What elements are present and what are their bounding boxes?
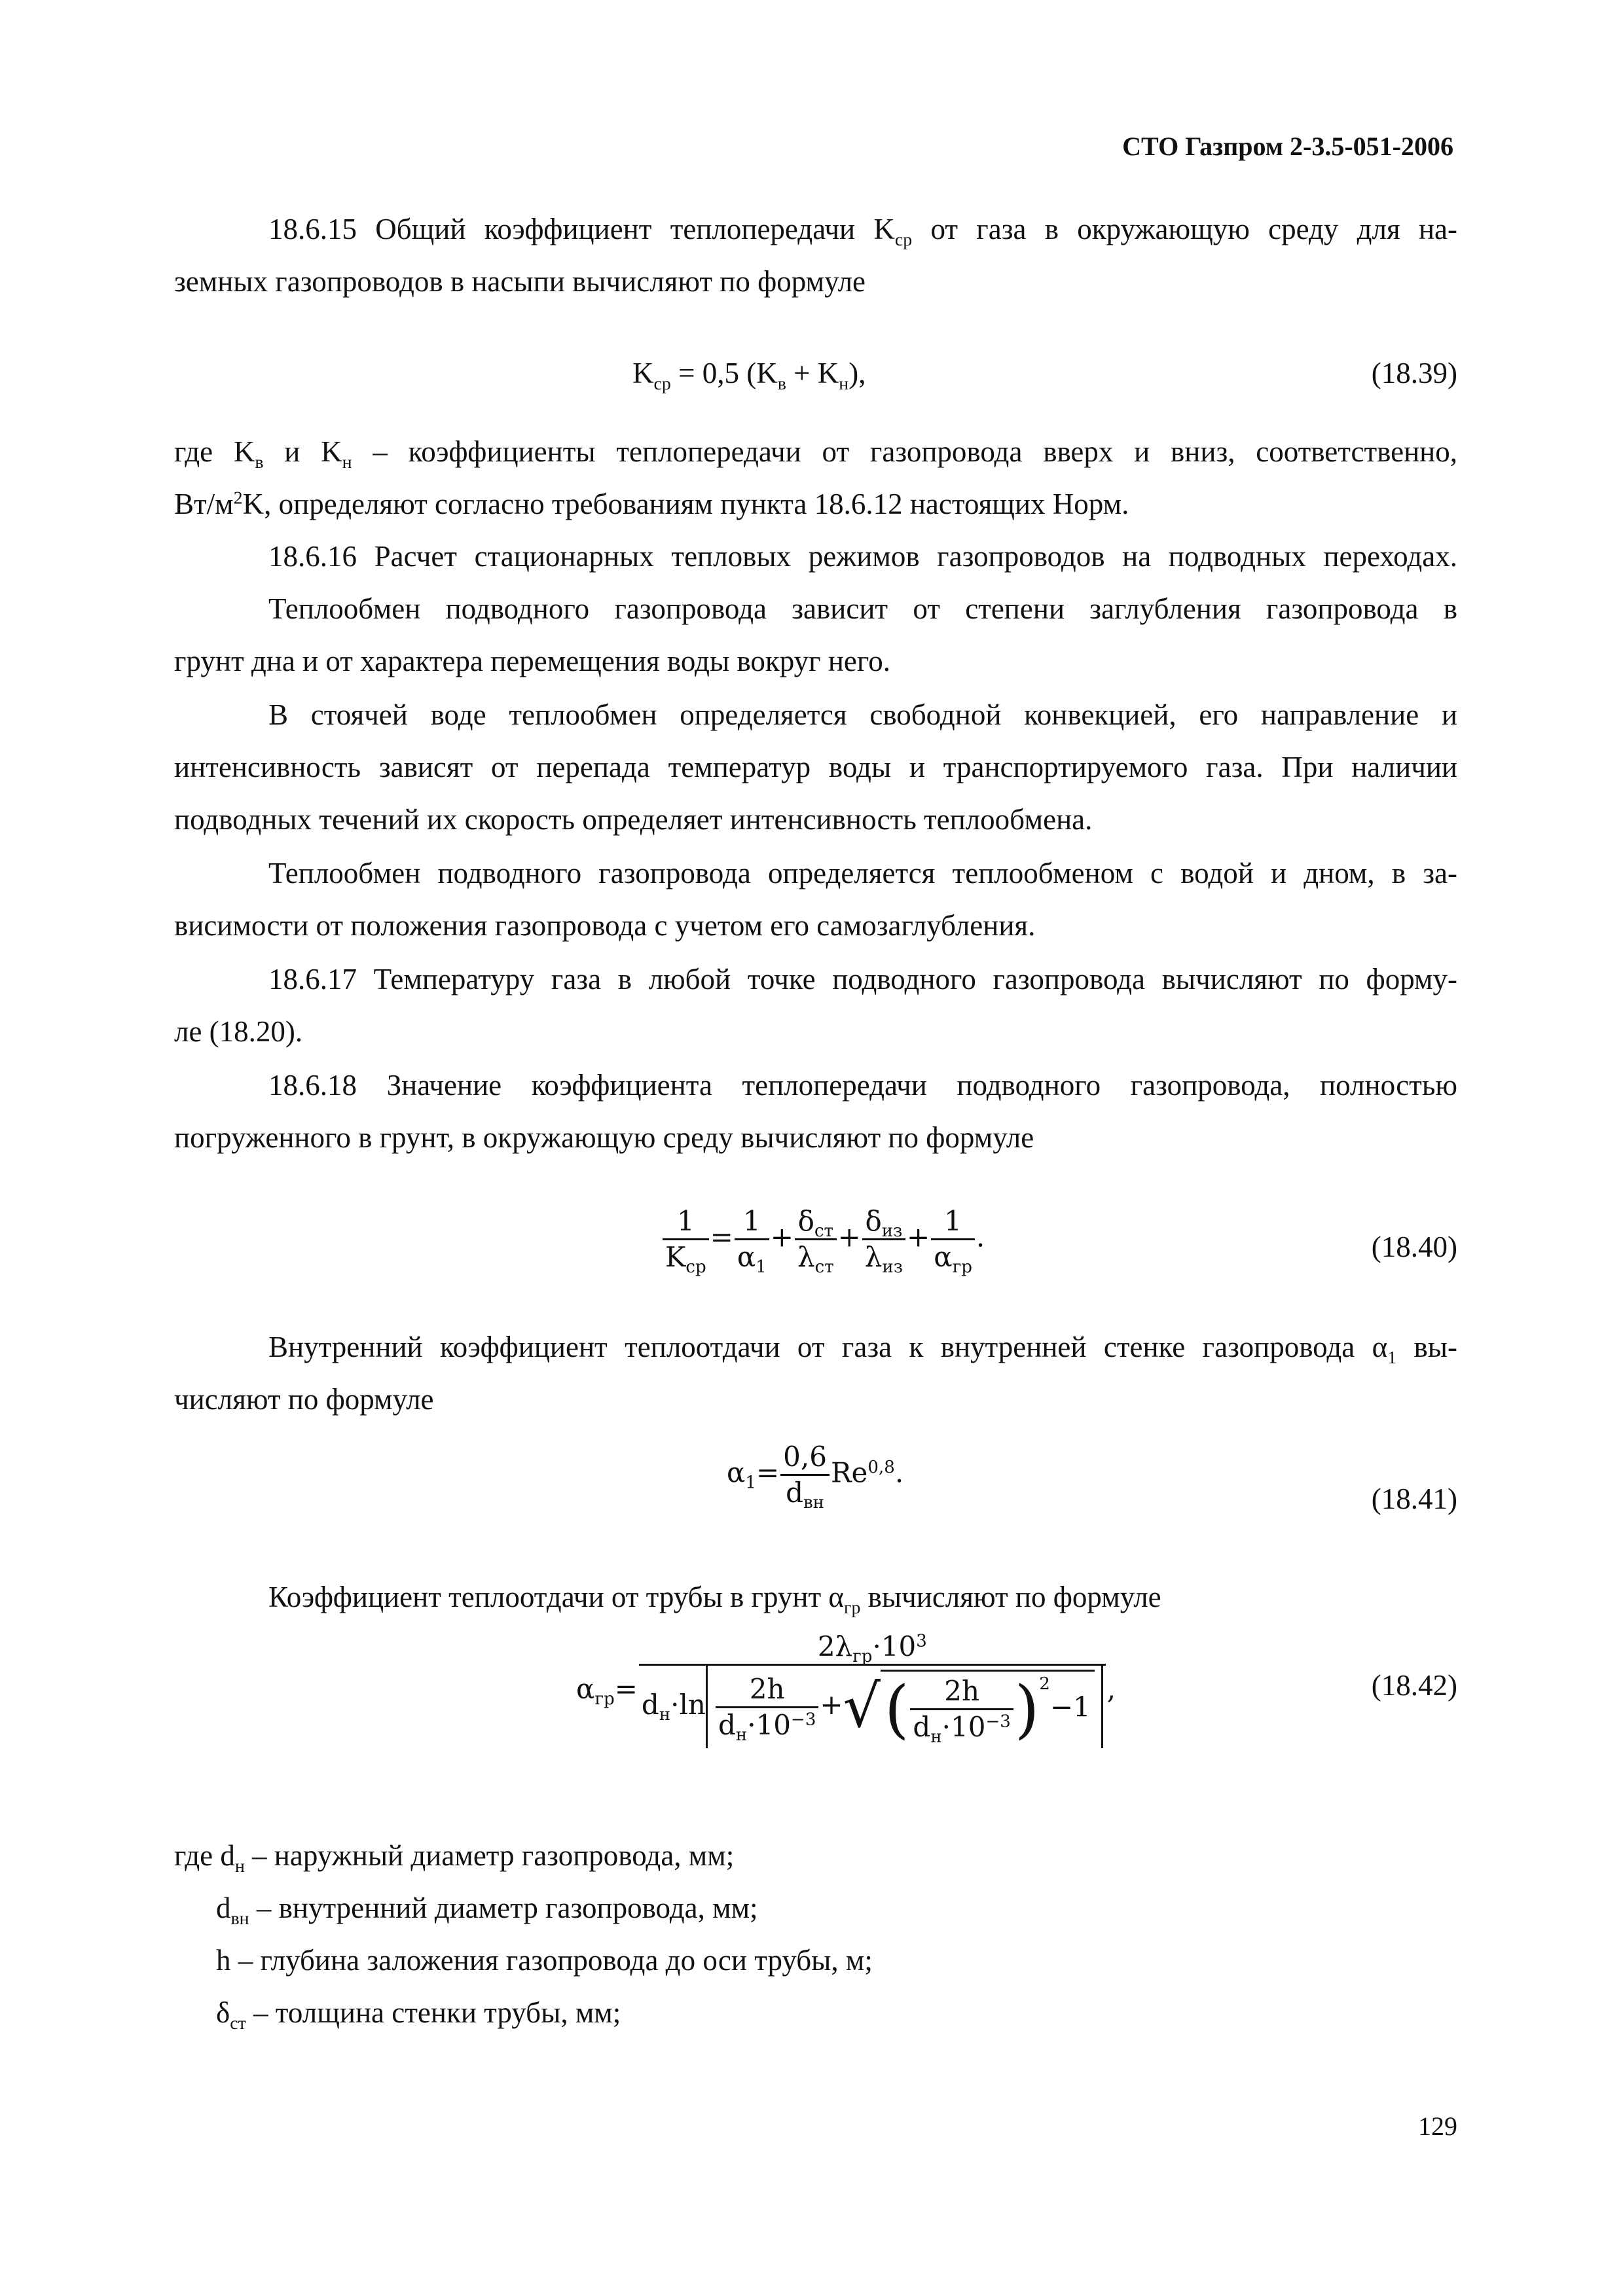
fraction-1-over-alpha-gr: $\frac{1}{\alpha_{гр}}$: [931, 1204, 975, 1274]
equation-number-18-41: (18.41): [1371, 1482, 1457, 1515]
definition-dvn: $d_{вн}$ – внутренний диаметр газопровода, мм;: [216, 1892, 758, 1929]
paragraph-heat-exchange-line-1: Теплообмен подводного газопровода зависит от степени заглубления газопровода в: [268, 592, 1457, 625]
paragraph-18-6-18-line-2: погруженного в грунт, в окружающую среду вычисляют по формуле: [174, 1121, 1034, 1154]
definition-dn: где $d_н$ – наружный диаметр газопровода, мм;: [174, 1839, 735, 1876]
fraction-2h-over-dn: $\frac{2h}{d_н\cdot 10^{-3}}$: [716, 1672, 818, 1742]
equation-number-18-39: (18.39): [1371, 357, 1457, 389]
fraction-delta-iz-over-lambda-iz: $\frac{\delta_{из}}{\lambda_{из}}$: [862, 1204, 905, 1274]
paragraph-inner-coefficient-line-1: Внутренний коэффициент теплоотдачи от газа к внутренней стенке газопровода $\alpha_1$ вы-: [268, 1331, 1458, 1368]
paragraph-18-6-15-line-2: земных газопроводов в насыпи вычисляют по формуле: [174, 265, 866, 298]
paragraph-ground-coefficient: Коэффициент теплоотдачи от трубы в грунт $\alpha_{гр}$ вычисляют по формуле: [268, 1581, 1161, 1618]
paragraph-inner-coefficient-line-2: числяют по формуле: [174, 1383, 434, 1416]
fraction-1-over-alpha1: $\frac{1}{\alpha_1}$: [735, 1204, 769, 1274]
paragraph-underwater-line-2: висимости от положения газопровода с учетом его самозаглубления.: [174, 909, 1036, 942]
paragraph-underwater-line-1: Теплообмен подводного газопровода определяется теплообменом с водой и дном, в за-: [268, 857, 1457, 889]
document-header: СТО Газпром 2-3.5-051-2006: [1122, 132, 1453, 161]
paragraph-still-water-line-2: интенсивность зависят от перепада температур воды и транспортируемого газа. При наличии: [174, 751, 1457, 783]
paragraph-coefficients-line-1: где $K_в$ и $K_н$ – коэффициенты теплопередачи от газопровода вверх и вниз, соответственно,: [174, 435, 1457, 473]
paragraph-18-6-17-line-2: ле (18.20).: [174, 1015, 303, 1048]
page-number: 129: [1418, 2111, 1457, 2141]
paragraph-still-water-line-3: подводных течений их скорость определяет интенсивность теплообмена.: [174, 803, 1093, 836]
fraction-2h-over-dn-squared: $\frac{2h}{d_н\cdot 10^{-3}}$: [910, 1674, 1013, 1744]
square-bracket-group: $\frac{2h}{d_н\cdot 10^{-3}}$ +√( $\frac{2h}{d_н\cdot 10^{-3}}$ )$^2$−1: [706, 1666, 1103, 1748]
formula-18-39: $K_{ср} = 0,5$ $(K_в + K_н)$,: [632, 357, 866, 394]
paragraph-18-6-15-line-1: 18.6.15 Общий коэффициент теплопередачи $K_{ср}$ от газа в окружающую среду для на-: [268, 213, 1458, 250]
fraction-delta-st-over-lambda-st: $\frac{\delta_{ст}}{\lambda_{ст}}$: [795, 1204, 837, 1274]
definition-delta-st: $\delta_{ст}$ – толщина стенки трубы, мм;: [216, 1996, 621, 2034]
paragraph-coefficients-line-2: $Вт/м^2K$, определяют согласно требованиям пункта 18.6.12 настоящих Норм.: [174, 488, 1129, 520]
fraction-1-over-k: $\frac{1}{K_{ср}}$: [663, 1204, 709, 1274]
formula-18-40: $\frac{1}{K_{ср}}$ = $\frac{1}{\alpha_1}$ + $\frac{\delta_{ст}}{\lambda_{ст}}$ + $\frac{\delta_{из}}{\lambda_{из}}$ + $\frac{1}{\alpha_{гр}}$ .: [661, 1204, 985, 1274]
square-root-symbol: √: [843, 1672, 881, 1741]
paragraph-18-6-17-line-1: 18.6.17 Температуру газа в любой точке подводного газопровода вычисляют по форму-: [268, 963, 1457, 996]
paragraph-18-6-18-line-1: 18.6.18 Значение коэффициента теплопередачи подводного газопровода, полностью: [268, 1069, 1457, 1102]
paragraph-heat-exchange-line-2: грунт дна и от характера перемещения воды вокруг него.: [174, 645, 890, 677]
fraction-0-6-over-dvn: $\frac{0,6}{d_{вн}}$: [780, 1440, 830, 1510]
square-root-body: ( $\frac{2h}{d_н\cdot 10^{-3}}$ )$^2$−1: [881, 1670, 1095, 1744]
paragraph-still-water-line-1: В стоячей воде теплообмен определяется свободной конвекцией, его направление и: [268, 698, 1457, 731]
formula-18-41: $\alpha_1=$ $\frac{0,6}{d_{вн}}$ Re$^{0,8}$.: [727, 1441, 904, 1513]
equation-number-18-40: (18.40): [1371, 1230, 1457, 1263]
fraction-alpha-gr-main: $2\lambda_{гр}\cdot 10^3$ $d_н\cdot\ln$ $\frac{2h}{d_н\cdot 10^{-3}}$ +√( $\frac{2h}{d_н\cdot 10^{-3}}$ )$^2$−1: [639, 1630, 1106, 1748]
formula-18-42: $\alpha_{гр}=$ $2\lambda_{гр}\cdot 10^3$ $d_н\cdot\ln$ $\frac{2h}{d_н\cdot 10^{-3}}$ +√( $\frac{2h}{d_н\cdot 10^{-3}}$ )$^2$−1 ,: [576, 1630, 1116, 1748]
equation-number-18-42: (18.42): [1371, 1669, 1457, 1702]
paragraph-18-6-16: 18.6.16 Расчет стационарных тепловых режимов газопроводов на подводных переходах.: [268, 540, 1457, 573]
definition-h: h – глубина заложения газопровода до оси трубы, м;: [216, 1944, 873, 1977]
